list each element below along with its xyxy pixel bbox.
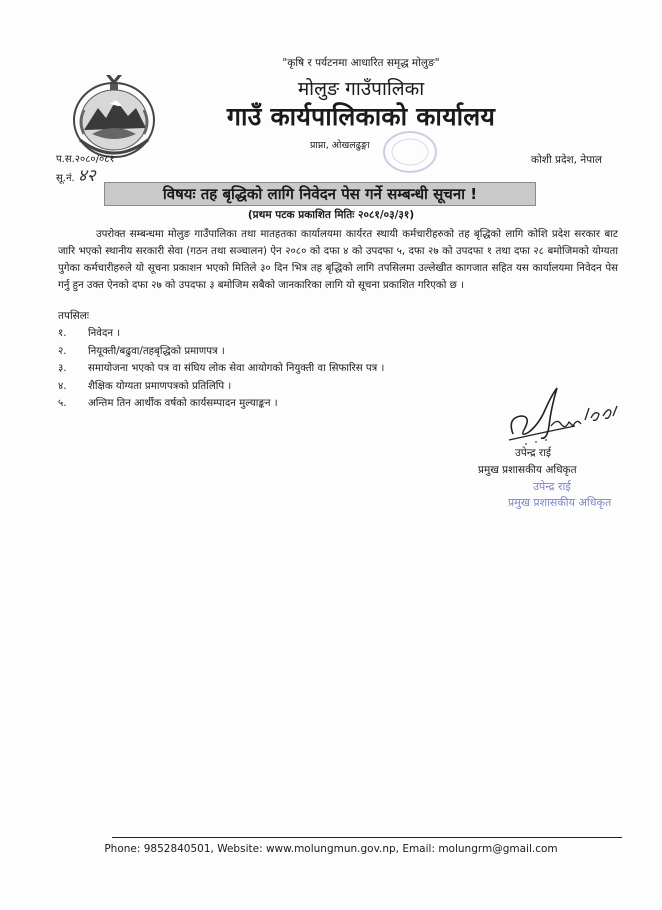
list-item: ५. अन्तिम तिन आर्थीक वर्षको कार्यसम्पादन मुल्याङ्कन । — [58, 398, 278, 409]
office-location: प्राप्ना, ओखलढुङ्गा — [310, 140, 370, 151]
fiscal-year: प.स.२०८०/०८१ — [56, 154, 115, 165]
notice-subject: विषयः तह बृद्धिको लागि निवेदन पेस गर्ने सम्बन्धी सूचना ! — [104, 182, 536, 206]
municipality-name: मोलुङ गाउँपालिका — [297, 78, 425, 100]
footer-divider — [112, 837, 622, 838]
office-name: गाउँ कार्यपालिकाको कार्यालय — [226, 102, 496, 131]
list-item: ४. शैक्षिक योग्यता प्रमाणपत्रको प्रतिलिपि । — [58, 380, 232, 392]
publication-date: (प्रथम पटक प्रकाशित मितिः २०८१/०३/३१) — [247, 209, 415, 221]
province-address: कोशी प्रदेश, नेपाल — [531, 154, 602, 166]
footer-contact: Phone: 9852840501, Website: www.molungmun.gov.np, Email: molungrm@gmail.com — [104, 843, 558, 855]
list-item: १. निवेदन । — [58, 328, 121, 339]
handwritten-signature-icon — [505, 382, 625, 448]
dispatch-number: ४२ — [77, 166, 96, 186]
list-item: २. नियूक्ती/बढुवा/तहबृद्धिको प्रमाणपत्र । — [58, 345, 225, 357]
motto: "कृषि र पर्यटनमा आधारित समृद्ध मोलुङ" — [282, 57, 440, 69]
dispatch-label: सू.नं. — [56, 173, 75, 184]
list-item: ३. समायोजना भएको पत्र वा संघिय लोक सेवा आयोगको नियुक्ती वा सिफारिस पत्र । — [58, 363, 385, 374]
received-stamp-icon — [380, 128, 440, 176]
signatory-designation: प्रमुख प्रशासकीय अधिकृत — [478, 464, 577, 476]
notice-body: उपरोक्त सम्बन्धमा मोलुङ गाउँपालिका तथा मातहतका कार्यालयमा कार्यरत स्थायी कर्मचारीहरुको तह बृद्धिको लागि कोशि प्रदेश सरकार बाट जारि भएको स्थानीय सरकारी सेवा (गठन तथा सञ्चालन) ऐन २०८० को दफा ४ को उपदफा ५, दफा २७ को उपदफा १ तथा दफा २८ बमोजिमको योग्यता पुगेका कर्मचारीहरुले यो सूचना प्रकाशन भएको मितिले ३० दिन भित्र तह बृद्धिको लागि तपसिलमा उल्लेखीत कागजात सहित यस कार्यालयमा निवेदन पेस गर्नु हुन उक्त ऐनको दफा २७ को उपदफा ३ बमोजिम सबैको जानकारिका लागि यो सूचना प्रकाशित गरिएको छ । — [58, 229, 618, 291]
signatory-name: उपेन्द्र राई — [515, 447, 552, 459]
document-list — [58, 325, 384, 413]
stamp-designation: प्रमुख प्रशासकीय अधिकृत — [508, 496, 612, 509]
details-label: तपसिलः — [58, 310, 90, 322]
stamp-name: उपेन्द्र राई — [533, 480, 571, 493]
